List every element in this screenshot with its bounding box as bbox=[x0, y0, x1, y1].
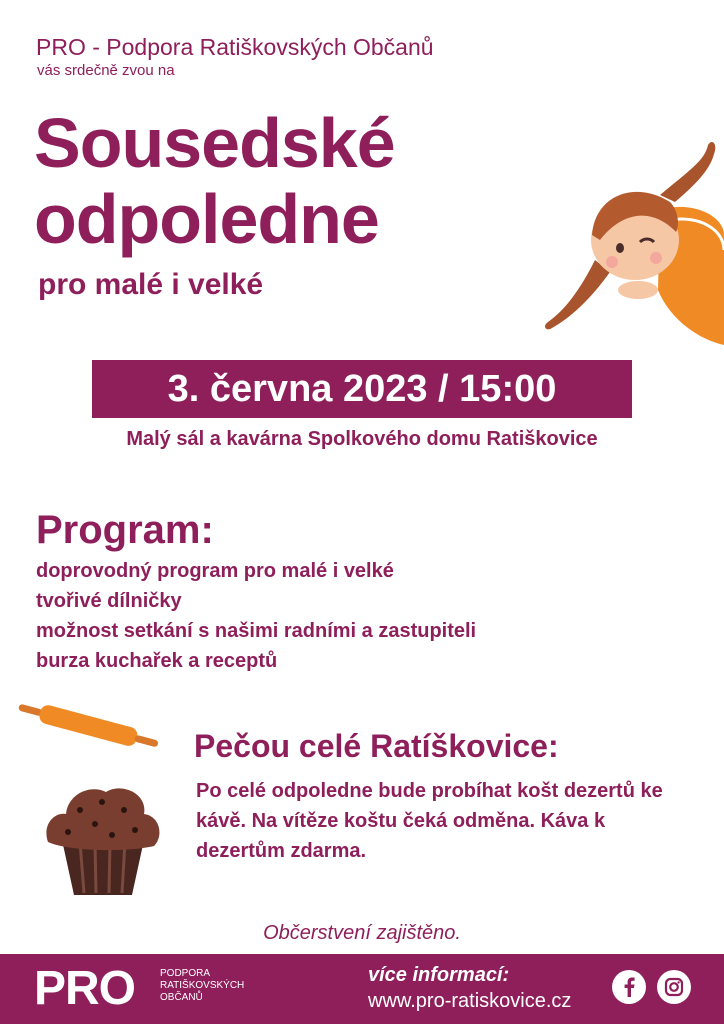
organization-name: PRO - Podpora Ratiškovských Občanů bbox=[36, 34, 434, 60]
venue-text: Malý sál a kavárna Spolkového domu Ratiškovice bbox=[126, 428, 598, 450]
facebook-button[interactable] bbox=[612, 970, 646, 1004]
girl-illustration bbox=[540, 140, 724, 350]
program-item: možnost setkání s našimi radními a zastupiteli bbox=[36, 620, 477, 642]
program-list bbox=[36, 556, 476, 676]
refreshments-note: Občerstvení zajištěno. bbox=[263, 922, 461, 944]
title-line-2: odpoledne bbox=[34, 180, 379, 258]
rolling-pin-illustration bbox=[16, 700, 161, 755]
logo-sub-line: OBČANŮ bbox=[160, 992, 203, 1003]
title-line-1: Sousedské bbox=[34, 104, 395, 182]
program-item: tvořivé dílničky bbox=[36, 590, 182, 612]
invite-text: vás srdečně zvou na bbox=[37, 62, 175, 79]
program-item: doprovodný program pro malé i velké bbox=[36, 560, 394, 582]
subtitle: pro malé i velké bbox=[38, 268, 264, 301]
instagram-button[interactable] bbox=[657, 970, 691, 1004]
program-heading: Program: bbox=[36, 508, 214, 552]
website-link[interactable]: www.pro-ratiskovice.cz bbox=[368, 990, 572, 1012]
baking-heading: Pečou celé Ratíškovice: bbox=[194, 728, 559, 764]
logo-subtitle bbox=[160, 968, 244, 1004]
baking-description: Po celé odpoledne bude probíhat košt dezertů ke kávě. Na vítěze koštu čeká odměna. Káva k dezertům zdarma. bbox=[196, 780, 663, 862]
date-time-banner: 3. června 2023 / 15:00 bbox=[92, 360, 632, 418]
pro-logo: PRO bbox=[34, 962, 136, 1015]
muffin-illustration bbox=[40, 780, 165, 900]
program-item: burza kuchařek a receptů bbox=[36, 650, 278, 672]
logo-sub-line: RATIŠKOVSKÝCH bbox=[160, 980, 245, 991]
instagram-icon bbox=[657, 970, 691, 1004]
more-info-label: více informací: bbox=[368, 964, 510, 986]
facebook-icon bbox=[612, 970, 646, 1004]
logo-sub-line: PODPORA bbox=[160, 968, 211, 979]
